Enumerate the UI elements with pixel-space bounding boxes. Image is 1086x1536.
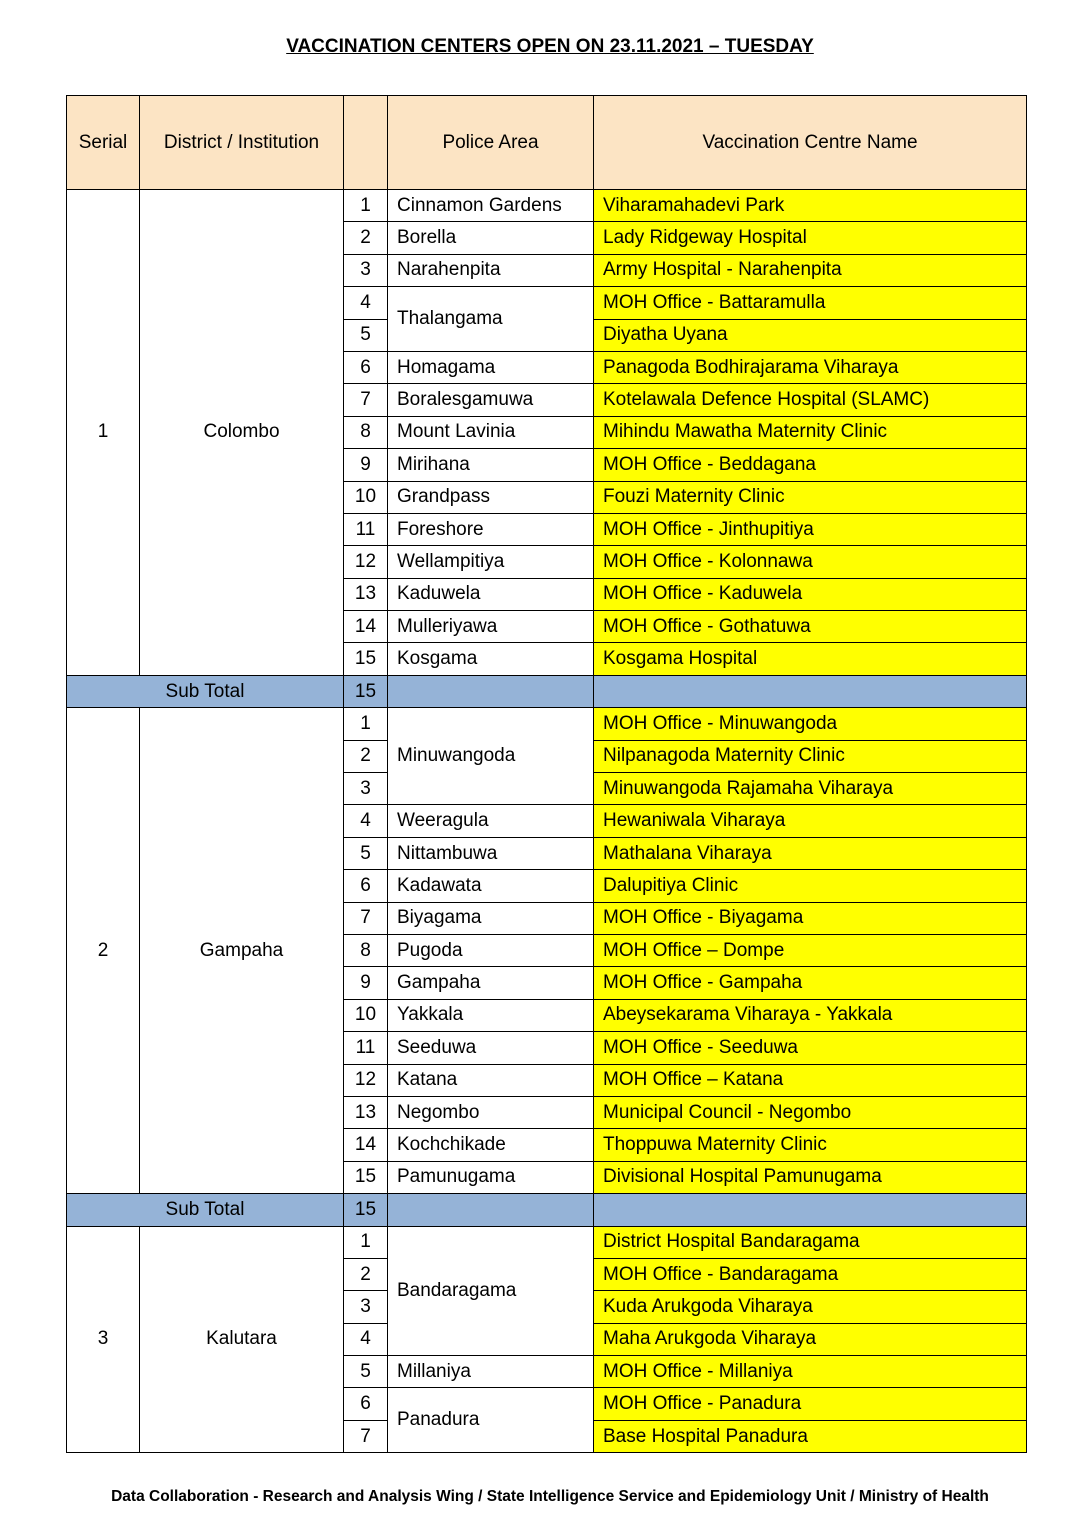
row-number-cell: 7 bbox=[344, 384, 388, 416]
centre-name-cell: MOH Office - Jinthupitiya bbox=[594, 513, 1027, 545]
subtotal-empty-police bbox=[388, 675, 594, 707]
centre-name-cell: Lady Ridgeway Hospital bbox=[594, 222, 1027, 254]
police-area-cell: Panadura bbox=[388, 1388, 594, 1453]
centre-name-cell: Mihindu Mawatha Maternity Clinic bbox=[594, 416, 1027, 448]
header-centre-name: Vaccination Centre Name bbox=[594, 96, 1027, 190]
centre-name-cell: Base Hospital Panadura bbox=[594, 1420, 1027, 1452]
subtotal-row bbox=[67, 1194, 1027, 1226]
district-cell: Colombo bbox=[140, 190, 344, 676]
police-area-cell: Mulleriyawa bbox=[388, 611, 594, 643]
row-number-cell: 3 bbox=[344, 254, 388, 286]
row-number-cell: 9 bbox=[344, 449, 388, 481]
centre-name-cell: Abeysekarama Viharaya - Yakkala bbox=[594, 999, 1027, 1031]
row-number-cell: 15 bbox=[344, 643, 388, 675]
header-district: District / Institution bbox=[140, 96, 344, 190]
centre-name-cell: MOH Office - Battaramulla bbox=[594, 287, 1027, 319]
row-number-cell: 10 bbox=[344, 481, 388, 513]
centre-name-cell: Kotelawala Defence Hospital (SLAMC) bbox=[594, 384, 1027, 416]
row-number-cell: 4 bbox=[344, 805, 388, 837]
row-number-cell: 13 bbox=[344, 1096, 388, 1128]
centre-name-cell: Diyatha Uyana bbox=[594, 319, 1027, 351]
row-number-cell: 4 bbox=[344, 1323, 388, 1355]
row-number-cell: 1 bbox=[344, 190, 388, 222]
police-area-cell: Mirihana bbox=[388, 449, 594, 481]
row-number-cell: 7 bbox=[344, 1420, 388, 1452]
police-area-cell: Borella bbox=[388, 222, 594, 254]
centre-name-cell: MOH Office – Dompe bbox=[594, 934, 1027, 966]
subtotal-empty-centre bbox=[594, 675, 1027, 707]
centre-name-cell: MOH Office - Seeduwa bbox=[594, 1032, 1027, 1064]
row-number-cell: 5 bbox=[344, 1356, 388, 1388]
row-number-cell: 6 bbox=[344, 870, 388, 902]
table-body bbox=[67, 96, 1027, 1453]
row-number-cell: 5 bbox=[344, 837, 388, 869]
row-number-cell: 10 bbox=[344, 999, 388, 1031]
row-number-cell: 1 bbox=[344, 708, 388, 740]
serial-cell: 3 bbox=[67, 1226, 140, 1453]
footer-credit: Data Collaboration - Research and Analysis Wing / State Intelligence Service and Epidemiology Unit / Ministry of Health bbox=[111, 1488, 989, 1505]
centre-name-cell: Hewaniwala Viharaya bbox=[594, 805, 1027, 837]
police-area-cell: Katana bbox=[388, 1064, 594, 1096]
serial-cell: 1 bbox=[67, 190, 140, 676]
police-area-cell: Cinnamon Gardens bbox=[388, 190, 594, 222]
centre-name-cell: MOH Office - Beddagana bbox=[594, 449, 1027, 481]
centre-name-cell: Army Hospital - Narahenpita bbox=[594, 254, 1027, 286]
centre-name-cell: MOH Office - Bandaragama bbox=[594, 1258, 1027, 1290]
centre-name-cell: MOH Office - Minuwangoda bbox=[594, 708, 1027, 740]
centre-name-cell: Mathalana Viharaya bbox=[594, 837, 1027, 869]
police-area-cell: Wellampitiya bbox=[388, 546, 594, 578]
subtotal-value: 15 bbox=[344, 675, 388, 707]
police-area-cell: Nittambuwa bbox=[388, 837, 594, 869]
centre-name-cell: Dalupitiya Clinic bbox=[594, 870, 1027, 902]
police-area-cell: Thalangama bbox=[388, 287, 594, 352]
row-number-cell: 15 bbox=[344, 1161, 388, 1193]
police-area-cell: Foreshore bbox=[388, 513, 594, 545]
district-cell: Kalutara bbox=[140, 1226, 344, 1453]
police-area-cell: Boralesgamuwa bbox=[388, 384, 594, 416]
row-number-cell: 8 bbox=[344, 416, 388, 448]
row-number-cell: 12 bbox=[344, 1064, 388, 1096]
row-number-cell: 5 bbox=[344, 319, 388, 351]
row-number-cell: 2 bbox=[344, 1258, 388, 1290]
police-area-cell: Kochchikade bbox=[388, 1129, 594, 1161]
row-number-cell: 2 bbox=[344, 740, 388, 772]
centre-name-cell: MOH Office - Kolonnawa bbox=[594, 546, 1027, 578]
row-number-cell: 2 bbox=[344, 222, 388, 254]
police-area-cell: Weeragula bbox=[388, 805, 594, 837]
centre-name-cell: Maha Arukgoda Viharaya bbox=[594, 1323, 1027, 1355]
centre-name-cell: MOH Office - Panadura bbox=[594, 1388, 1027, 1420]
subtotal-empty-police bbox=[388, 1194, 594, 1226]
police-area-cell: Pamunugama bbox=[388, 1161, 594, 1193]
police-area-cell: Minuwangoda bbox=[388, 708, 594, 805]
subtotal-empty-centre bbox=[594, 1194, 1027, 1226]
police-area-cell: Gampaha bbox=[388, 967, 594, 999]
vaccination-centres-table bbox=[66, 95, 1027, 1453]
table-row bbox=[67, 190, 1027, 222]
page-title: VACCINATION CENTERS OPEN ON 23.11.2021 – TUESDAY bbox=[286, 36, 814, 57]
centre-name-cell: Municipal Council - Negombo bbox=[594, 1096, 1027, 1128]
police-area-cell: Grandpass bbox=[388, 481, 594, 513]
header-police-area: Police Area bbox=[388, 96, 594, 190]
police-area-cell: Kosgama bbox=[388, 643, 594, 675]
police-area-cell: Pugoda bbox=[388, 934, 594, 966]
centre-name-cell: Kuda Arukgoda Viharaya bbox=[594, 1291, 1027, 1323]
row-number-cell: 6 bbox=[344, 351, 388, 383]
row-number-cell: 11 bbox=[344, 1032, 388, 1064]
header-no bbox=[344, 96, 388, 190]
police-area-cell: Homagama bbox=[388, 351, 594, 383]
header-serial: Serial bbox=[67, 96, 140, 190]
police-area-cell: Biyagama bbox=[388, 902, 594, 934]
row-number-cell: 12 bbox=[344, 546, 388, 578]
row-number-cell: 1 bbox=[344, 1226, 388, 1258]
row-number-cell: 14 bbox=[344, 1129, 388, 1161]
row-number-cell: 7 bbox=[344, 902, 388, 934]
centre-name-cell: Fouzi Maternity Clinic bbox=[594, 481, 1027, 513]
centre-name-cell: MOH Office - Biyagama bbox=[594, 902, 1027, 934]
centre-name-cell: MOH Office – Katana bbox=[594, 1064, 1027, 1096]
police-area-cell: Bandaragama bbox=[388, 1226, 594, 1356]
centre-name-cell: Divisional Hospital Pamunugama bbox=[594, 1161, 1027, 1193]
police-area-cell: Narahenpita bbox=[388, 254, 594, 286]
subtotal-value: 15 bbox=[344, 1194, 388, 1226]
header-row bbox=[67, 96, 1027, 190]
district-cell: Gampaha bbox=[140, 708, 344, 1194]
centre-name-cell: Thoppuwa Maternity Clinic bbox=[594, 1129, 1027, 1161]
serial-cell: 2 bbox=[67, 708, 140, 1194]
row-number-cell: 11 bbox=[344, 513, 388, 545]
centre-name-cell: Minuwangoda Rajamaha Viharaya bbox=[594, 773, 1027, 805]
row-number-cell: 3 bbox=[344, 1291, 388, 1323]
police-area-cell: Yakkala bbox=[388, 999, 594, 1031]
centre-name-cell: MOH Office - Millaniya bbox=[594, 1356, 1027, 1388]
row-number-cell: 4 bbox=[344, 287, 388, 319]
row-number-cell: 14 bbox=[344, 611, 388, 643]
subtotal-label: Sub Total bbox=[67, 1194, 344, 1226]
police-area-cell: Millaniya bbox=[388, 1356, 594, 1388]
row-number-cell: 3 bbox=[344, 773, 388, 805]
subtotal-label: Sub Total bbox=[67, 675, 344, 707]
police-area-cell: Seeduwa bbox=[388, 1032, 594, 1064]
police-area-cell: Kaduwela bbox=[388, 578, 594, 610]
row-number-cell: 6 bbox=[344, 1388, 388, 1420]
table-row bbox=[67, 1226, 1027, 1258]
centre-name-cell: Panagoda Bodhirajarama Viharaya bbox=[594, 351, 1027, 383]
centre-name-cell: Viharamahadevi Park bbox=[594, 190, 1027, 222]
centre-name-cell: Nilpanagoda Maternity Clinic bbox=[594, 740, 1027, 772]
centre-name-cell: MOH Office - Gothatuwa bbox=[594, 611, 1027, 643]
police-area-cell: Negombo bbox=[388, 1096, 594, 1128]
row-number-cell: 8 bbox=[344, 934, 388, 966]
police-area-cell: Mount Lavinia bbox=[388, 416, 594, 448]
row-number-cell: 9 bbox=[344, 967, 388, 999]
centre-name-cell: MOH Office - Gampaha bbox=[594, 967, 1027, 999]
table-row bbox=[67, 708, 1027, 740]
police-area-cell: Kadawata bbox=[388, 870, 594, 902]
centre-name-cell: District Hospital Bandaragama bbox=[594, 1226, 1027, 1258]
subtotal-row bbox=[67, 675, 1027, 707]
centre-name-cell: MOH Office - Kaduwela bbox=[594, 578, 1027, 610]
row-number-cell: 13 bbox=[344, 578, 388, 610]
centre-name-cell: Kosgama Hospital bbox=[594, 643, 1027, 675]
